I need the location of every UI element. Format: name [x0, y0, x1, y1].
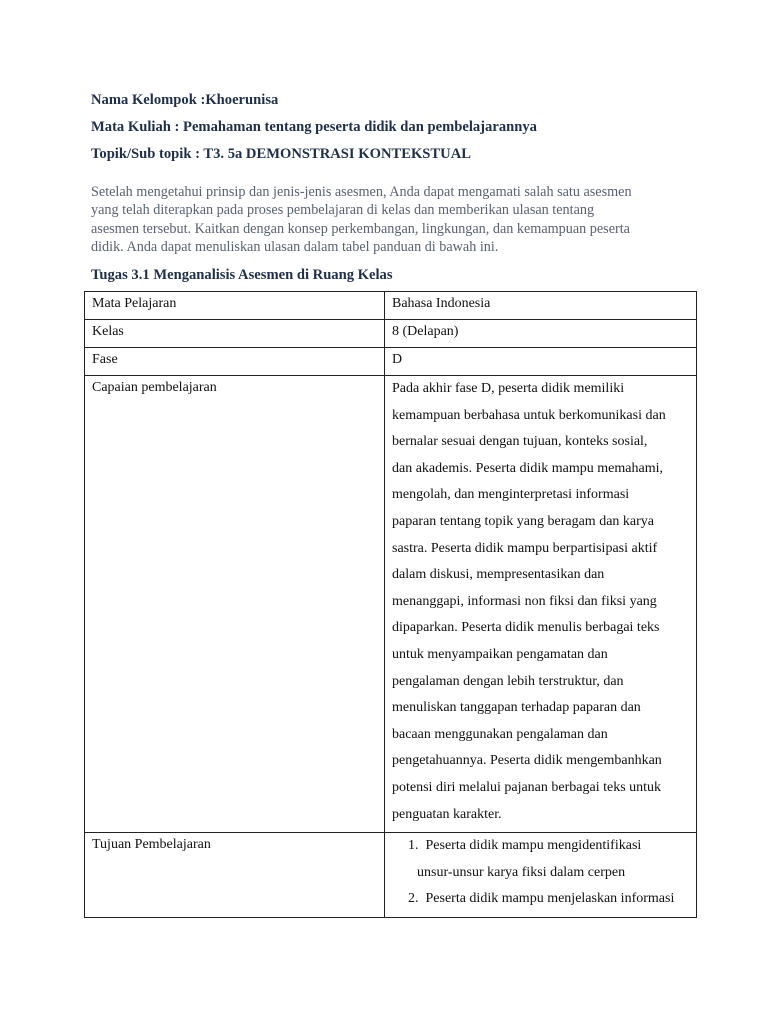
group-name-heading: Nama Kelompok :Khoerunisa [91, 92, 279, 108]
table-row [85, 320, 697, 348]
course-heading: Mata Kuliah : Pemahaman tentang peserta didik dan pembelajarannya [91, 119, 537, 135]
capaian-line: paparan tentang topik yang beragam dan karya [392, 513, 655, 529]
task-title: Tugas 3.1 Menganalisis Asesmen di Ruang Kelas [91, 267, 393, 283]
capaian-line: dan akademis. Peserta didik mampu memahami, [392, 460, 663, 476]
table-row-tujuan [85, 833, 697, 918]
row-value: Bahasa Indonesia [385, 292, 697, 320]
list-number: 2. [408, 891, 419, 907]
intro-line: Setelah mengetahui prinsip dan jenis-jenis asesmen, Anda dapat mengamati salah satu asesmen [91, 184, 632, 200]
capaian-line: kemampuan berbahasa untuk berkomunikasi dan [392, 407, 666, 423]
row-value: D [385, 348, 697, 376]
capaian-line: sastra. Peserta didik mampu berpartisipasi aktif [392, 540, 658, 556]
table-row-capaian [85, 376, 697, 833]
capaian-line: dalam diskusi, mempresentasikan dan [392, 567, 605, 583]
list-text: Peserta didik mampu menjelaskan informasi [425, 891, 675, 907]
list-item [392, 886, 690, 913]
intro-paragraph [91, 183, 691, 257]
tujuan-value [385, 833, 697, 918]
capaian-line: menanggapi, informasi non fiksi dan fiksi yang [392, 593, 657, 609]
list-item [392, 833, 690, 886]
capaian-line: potensi diri melalui pajanan berbagai teks untuk [392, 779, 662, 795]
intro-line: asesmen tersebut. Kaitkan dengan konsep perkembangan, lingkungan, dan kemampuan peserta [91, 220, 630, 237]
table-row [85, 292, 697, 320]
intro-line: yang telah diterapkan pada proses pembelajaran di kelas dan memberikan ulasan tentang [91, 202, 595, 219]
row-value: 8 (Delapan) [385, 320, 697, 348]
list-number: 1. [408, 838, 419, 854]
table-row [85, 348, 697, 376]
capaian-line: menuliskan tanggapan terhadap paparan dan [392, 700, 641, 716]
capaian-line: dipaparkan. Peserta didik menulis berbagai teks [392, 620, 660, 636]
capaian-line: mengolah, dan menginterpretasi informasi [392, 487, 630, 503]
intro-line: didik. Anda dapat menuliskan ulasan dalam tabel panduan di bawah ini. [91, 239, 499, 256]
capaian-line: untuk menyampaikan pengamatan dan [392, 646, 608, 662]
row-label: Capaian pembelajaran [85, 376, 385, 833]
row-label: Mata Pelajaran [85, 292, 385, 320]
capaian-line: bacaan menggunakan pengalaman dan [392, 726, 608, 742]
row-label: Fase [85, 348, 385, 376]
capaian-line: pengalaman dengan lebih terstruktur, dan [392, 673, 624, 689]
row-label: Tujuan Pembelajaran [85, 833, 385, 918]
capaian-line: pengetahuannya. Peserta didik mengembanhkan [392, 753, 662, 769]
capaian-line: Pada akhir fase D, peserta didik memiliki [392, 381, 625, 396]
list-text: Peserta didik mampu mengidentifikasi [425, 838, 642, 854]
topic-heading: Topik/Sub topik : T3. 5a DEMONSTRASI KONTEKSTUAL [91, 146, 471, 162]
list-text-continued: unsur-unsur karya fiksi dalam cerpen [417, 864, 626, 880]
row-label: Kelas [85, 320, 385, 348]
capaian-line: bernalar sesuai dengan tujuan, konteks sosial, [392, 434, 648, 450]
assessment-table [84, 291, 697, 918]
tujuan-list [392, 833, 690, 913]
capaian-value [385, 376, 697, 833]
capaian-line: penguatan karakter. [392, 806, 502, 822]
